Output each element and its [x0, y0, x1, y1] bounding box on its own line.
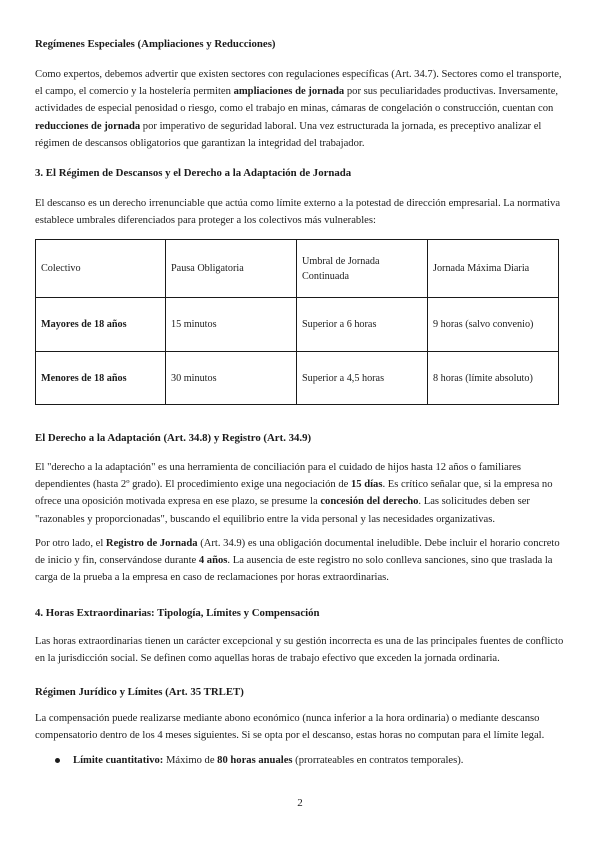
bullet-icon [55, 758, 60, 763]
bold-4-anos: 4 años [198, 555, 228, 567]
heading-section-3: 3. El Régimen de Descansos y el Derecho a la Adaptación de Jornada [35, 167, 352, 179]
descansos-table [35, 239, 559, 405]
table-header-row [36, 240, 559, 298]
table-header-cell: Jornada Máxima Diaria [428, 240, 559, 298]
paragraph-adaptacion: El "derecho a la adaptación" es una herramienta de conciliación para el cuidado de hijos hasta 12 años o familiares dependientes (hasta 2º grado). El procedimiento exige una negociación de 15 días. Es crítico señalar que, si la empresa no ofrece una oposición motivada expresa en ese plazo, se presume la concesión del derecho. Las solicitudes deben ser "razonables y proporcionadas", buscando el equilibrio entre la vida personal y las necesidades organizativas. [35, 462, 553, 525]
table-cell: Superior a 4,5 horas [297, 352, 428, 405]
table-cell: 30 minutos [166, 352, 297, 405]
table-row [36, 352, 559, 405]
bold-ampliaciones: ampliaciones de jornada [233, 86, 345, 98]
paragraph-registro: Por otro lado, el Registro de Jornada (Art. 34.9) es una obligación documental ineludible. Debe incluir el horario concreto de inicio y fin, conservándose durante 4 años. La ausencia de este registro no solo conlleva sanciones, sino que traslada la carga de la prueba a la empresa en caso de reclamaciones por horas extraordinarias. [35, 538, 560, 584]
bold-15-dias: 15 días [350, 479, 383, 491]
table-header-cell: Pausa Obligatoria [166, 240, 297, 298]
table-row [36, 298, 559, 352]
heading-adaptacion-registro: El Derecho a la Adaptación (Art. 34.8) y Registro (Art. 34.9) [35, 432, 312, 444]
page-number: 2 [297, 797, 303, 809]
heading-regimen-juridico: Régimen Jurídico y Límites (Art. 35 TRLET) [35, 686, 244, 698]
list-item: Límite cuantitativo: Máximo de 80 horas anuales (prorrateables en contratos temporales). [35, 752, 565, 769]
table-cell: Mayores de 18 años [36, 298, 166, 352]
table-cell: Superior a 6 horas [297, 298, 428, 352]
heading-regimenes-especiales: Regímenes Especiales (Ampliaciones y Reducciones) [35, 38, 276, 50]
paragraph-descanso: El descanso es un derecho irrenunciable que actúa como límite externo a la potestad de dirección empresarial. La normativa establece umbrales diferenciados para proteger a los colectivos más vulnerables: [35, 198, 561, 227]
bold-concesion: concesión del derecho [320, 496, 419, 508]
heading-section-4: 4. Horas Extraordinarias: Tipología, Límites y Compensación [35, 607, 320, 619]
table-cell: 8 horas (límite absoluto) [428, 352, 559, 405]
table-cell: 9 horas (salvo convenio) [428, 298, 559, 352]
table-header-cell: Colectivo [36, 240, 166, 298]
table-cell: 15 minutos [166, 298, 297, 352]
paragraph-regimenes: Como expertos, debemos advertir que existen sectores con regulaciones específicas (Art. 34.7). Sectores como el transporte, el campo, el comercio y la hostelería permiten ampliaciones de jornada por sus peculiaridades productivas. Inversamente, actividades de especial penosidad o riesgo, como el trabajo en minas, cámaras de congelación o construcción, cuentan con reducciones de jornada por imperativo de seguridad laboral. Una vez estructurada la jornada, es preceptivo analizar el régimen de descansos obligatorios que garantizan la integridad del trabajador. [35, 69, 562, 149]
paragraph-horas-extra: Las horas extraordinarias tienen un carácter excepcional y su gestión incorrecta es una de las principales fuentes de conflicto en la jurisdicción social. Se definen como aquellas horas de trabajo efectivo que exceden la jornada ordinaria. [35, 636, 564, 665]
bold-reducciones: reducciones de jornada [35, 120, 141, 132]
paragraph-compensacion: La compensación puede realizarse mediante abono económico (nunca inferior a la hora ordinaria) o mediante descanso compensatorio dentro de los 4 meses siguientes. Si se opta por el descanso, estas horas no computan para el límite legal. [35, 713, 545, 742]
table-header-cell: Umbral de Jornada Continuada [297, 240, 428, 298]
table-cell: Menores de 18 años [36, 352, 166, 405]
bold-registro-jornada: Registro de Jornada [105, 538, 198, 549]
